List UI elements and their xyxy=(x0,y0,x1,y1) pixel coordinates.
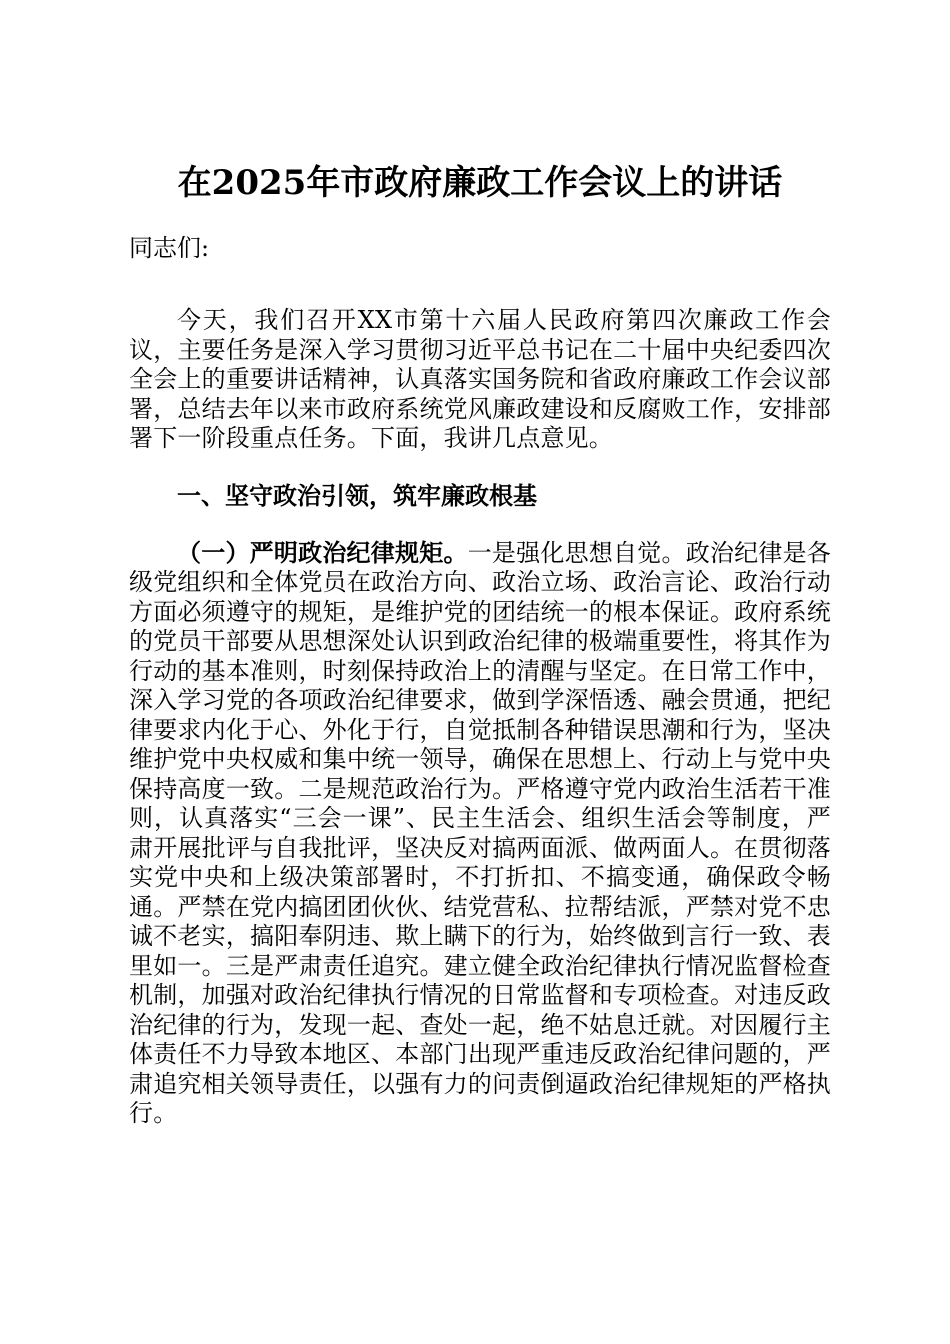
document-page xyxy=(129,160,831,1153)
subsection-paragraph-1 xyxy=(129,538,831,1129)
subsection-body-1: 一是强化思想自觉。政治纪律是各级党组织和全体党员在政治方向、政治立场、政治言论、政治行动方面必须遵守的规矩，是维护党的团结统一的根本保证。政府系统的党员干部要从思想深处认识到政治纪律的极端重要性，将其作为行动的基本准则，时刻保持政治上的清醒与坚定。在日常工作中，深入学习党的各项政治纪律要求，做到学深悟透、融会贯通，把纪律要求内化于心、外化于行，自觉抵制各种错误思潮和行为，坚决维护党中央权威和集中统一领导，确保在思想上、行动上与党中央保持高度一致。二是规范政治行为。严格遵守党内政治生活若干准则，认真落实“三会一课”、民主生活会、组织生活会等制度，严肃开展批评与自我批评，坚决反对搞两面派、做两面人。在贯彻落实党中央和上级决策部署时，不打折扣、不搞变通，确保政令畅通。严禁在党内搞团团伙伙、结党营私、拉帮结派，严禁对党不忠诚不老实，搞阳奉阴违、欺上瞒下的行为，始终做到言行一致、表里如一。三是严肃责任追究。建立健全政治纪律执行情况监督检查机制，加强对政治纪律执行情况的日常监督和专项检查。对违反政治纪律的行为，发现一起、查处一起，绝不姑息迁就。对因履行主体责任不力导致本地区、本部门出现严重违反政治纪律问题的，严肃追究相关领导责任，以强有力的问责倒逼政治纪律规矩的严格执行。 xyxy=(129,538,832,1127)
document-title xyxy=(129,160,831,206)
title-prefix: 在 xyxy=(177,163,212,203)
subsection-lead-1: （一）严明政治纪律规矩。 xyxy=(177,537,468,567)
section-heading-1: 一、坚守政治引领，筑牢廉政根基 xyxy=(177,480,537,510)
greeting: 同志们: xyxy=(129,234,210,262)
intro-paragraph: 今天，我们召开XX市第十六届人民政府第四次廉政工作会议，主要任务是深入学习贯彻习近平总书记在二十届中央纪委四次全会上的重要讲话精神，认真落实国务院和省政府廉政工作会议部署，总结去年以来市政府系统党风廉政建设和反腐败工作，安排部署下一阶段重点任务。下面，我讲几点意见。 xyxy=(129,306,831,452)
title-year: 2025 xyxy=(211,163,307,203)
title-suffix: 年市政府廉政工作会议上的讲话 xyxy=(306,163,783,203)
